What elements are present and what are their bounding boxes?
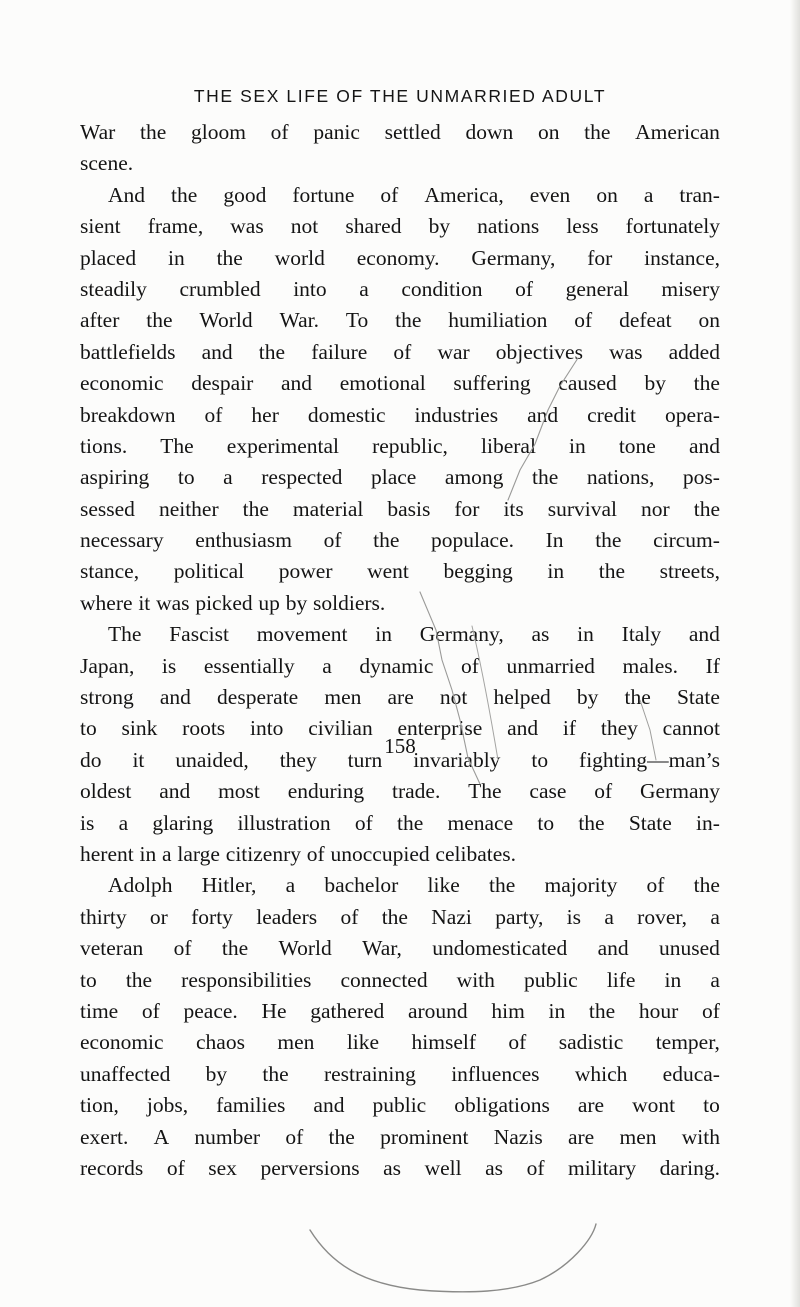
text-line: The Fascist movement in Germany, as in Italy and bbox=[108, 622, 720, 647]
text-line: thirty or forty leaders of the Nazi party, is a rover, a bbox=[80, 904, 720, 929]
text-line: stance, political power went begging in the streets, bbox=[80, 559, 720, 584]
text-line: tion, jobs, families and public obligations are wont to bbox=[80, 1093, 720, 1118]
body-text bbox=[80, 117, 720, 1184]
page-edge-shadow bbox=[790, 0, 800, 1307]
text-line: sient frame, was not shared by nations less fortunately bbox=[80, 214, 720, 239]
text-line: War the gloom of panic settled down on the American bbox=[80, 120, 720, 144]
text-line: scene. bbox=[80, 151, 134, 176]
text-line: placed in the world economy. Germany, for instance, bbox=[80, 245, 720, 270]
text-line: records of sex perversions as well as of military daring. bbox=[80, 1155, 720, 1180]
text-line: steadily crumbled into a condition of general misery bbox=[80, 276, 720, 301]
pencil-underline-curve bbox=[310, 1224, 596, 1292]
text-line: where it was picked up by soldiers. bbox=[80, 590, 386, 615]
text-line: Adolph Hitler, a bachelor like the majority of the bbox=[108, 873, 720, 898]
text-line: exert. A number of the prominent Nazis are men with bbox=[80, 1124, 720, 1149]
text-line: aspiring to a respected place among the nations, pos- bbox=[80, 465, 720, 490]
text-line: sessed neither the material basis for its survival nor the bbox=[80, 496, 720, 521]
text-line: strong and desperate men are not helped by the State bbox=[80, 685, 720, 710]
text-line: oldest and most enduring trade. The case of Germany bbox=[80, 779, 720, 804]
text-line: And the good fortune of America, even on a tran- bbox=[108, 182, 720, 207]
text-line: economic despair and emotional suffering caused by the bbox=[80, 371, 720, 396]
text-line: tions. The experimental republic, liberal in tone and bbox=[80, 433, 720, 458]
text-line: is a glaring illustration of the menace to the State in- bbox=[80, 810, 720, 835]
text-line: time of peace. He gathered around him in the hour of bbox=[80, 998, 720, 1023]
text-line: breakdown of her domestic industries and credit opera- bbox=[80, 402, 720, 427]
text-line: economic chaos men like himself of sadistic temper, bbox=[80, 1030, 720, 1055]
text-line: unaffected by the restraining influences which educa- bbox=[80, 1061, 720, 1086]
text-line: do it unaided, they turn invariably to fighting—man’s bbox=[80, 747, 720, 772]
text-line: Japan, is essentially a dynamic of unmarried males. If bbox=[80, 653, 720, 678]
text-line: to the responsibilities connected with public life in a bbox=[80, 967, 720, 992]
page-number: 158 bbox=[384, 734, 416, 758]
text-line: battlefields and the failure of war objectives was added bbox=[80, 339, 720, 364]
text-line: veteran of the World War, undomesticated and unused bbox=[80, 936, 720, 961]
text-line: to sink roots into civilian enterprise and if they cannot bbox=[80, 716, 720, 741]
text-line: herent in a large citizenry of unoccupied celibates. bbox=[80, 841, 517, 866]
running-head: THE SEX LIFE OF THE UNMARRIED ADULT bbox=[193, 86, 607, 106]
text-line: necessary enthusiasm of the populace. In the circum- bbox=[80, 528, 720, 553]
text-line: after the World War. To the humiliation of defeat on bbox=[80, 308, 720, 333]
